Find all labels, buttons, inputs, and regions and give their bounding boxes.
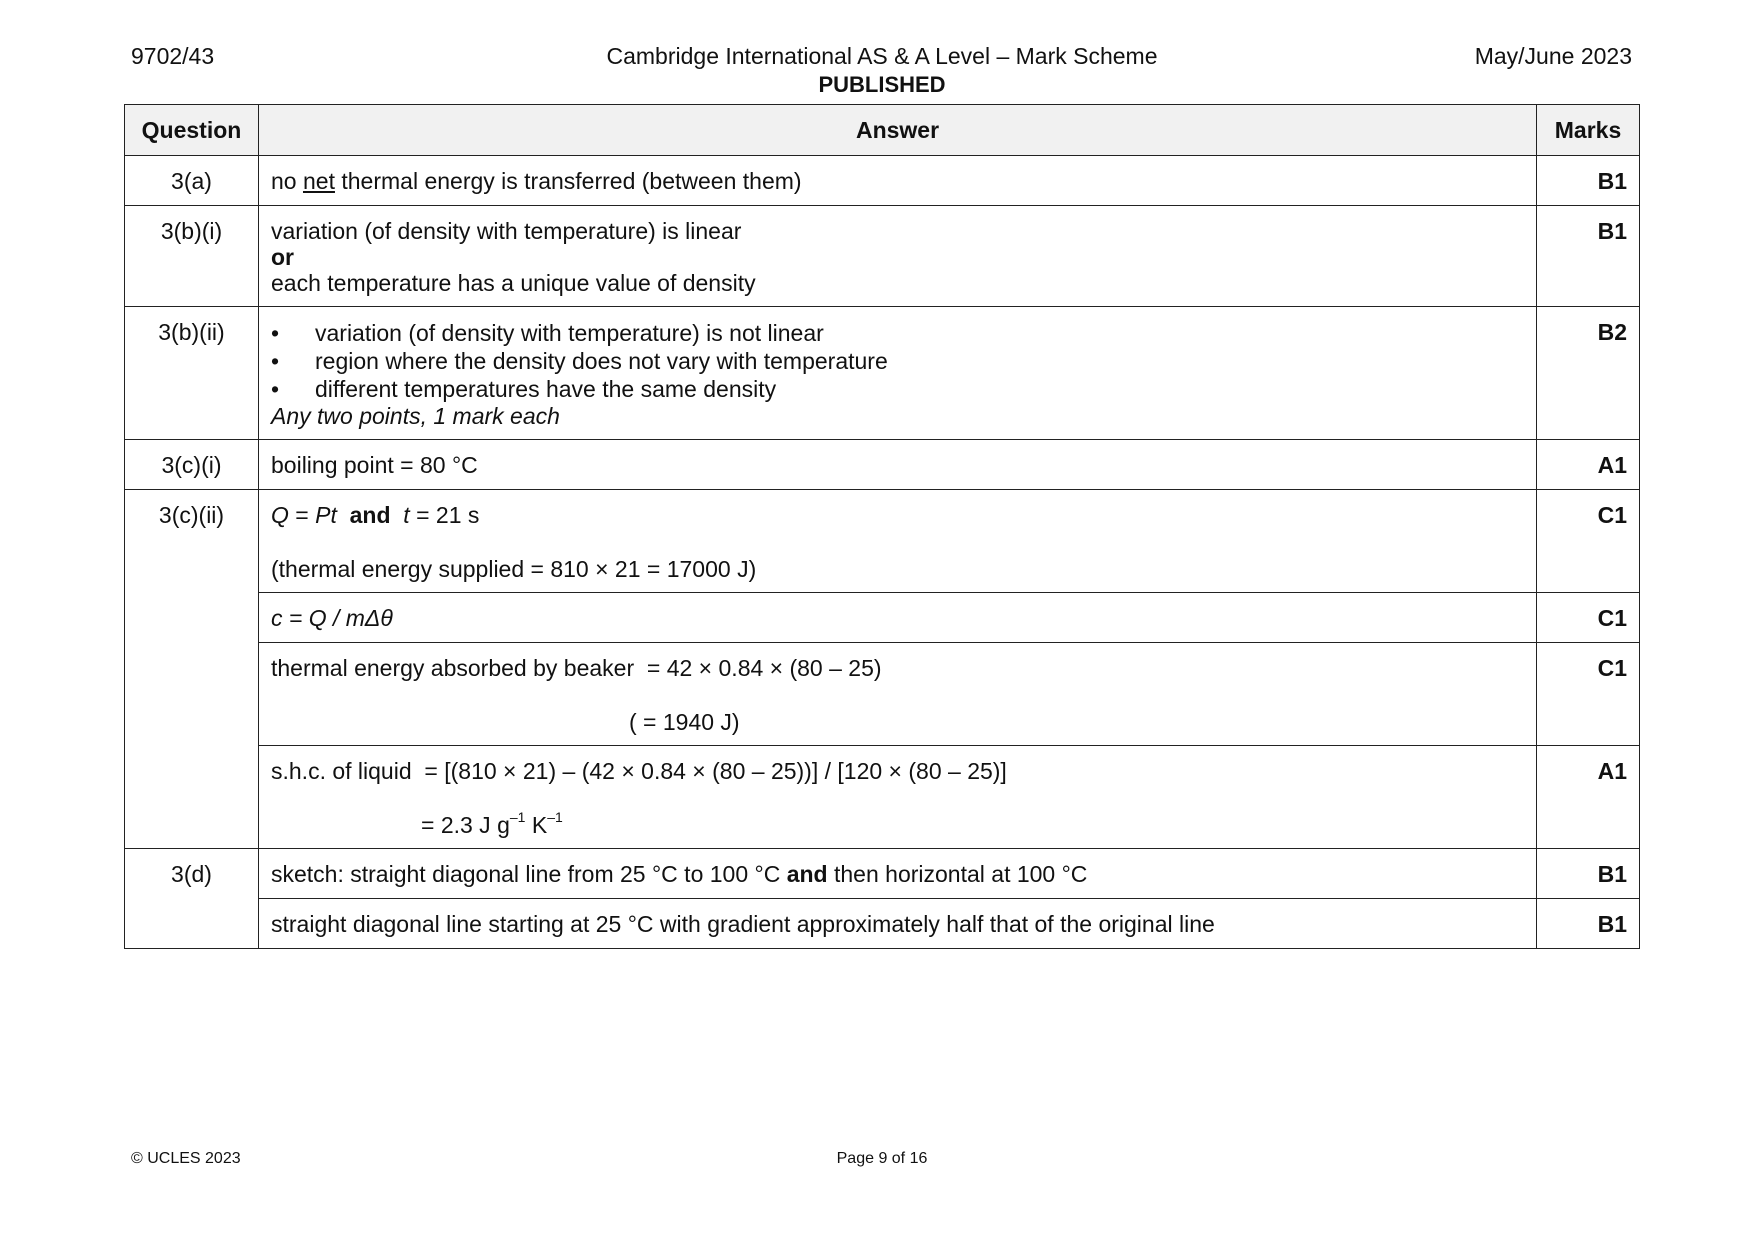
table-row — [125, 440, 1640, 490]
answer-cell — [259, 206, 1537, 307]
table-row — [125, 307, 1640, 440]
marks-cell: B1 — [1537, 849, 1640, 899]
question-column-header: Question — [125, 105, 259, 156]
answer-text: thermal energy is transferred (between them) — [334, 168, 802, 194]
paper-code: 9702/43 — [131, 43, 215, 69]
marks-cell: C1 — [1537, 593, 1640, 643]
marks-cell: B2 — [1537, 307, 1640, 440]
question-cell: 3(b)(ii) — [125, 307, 259, 440]
answer-line: (thermal energy supplied = 810 × 21 = 17000 J) — [271, 556, 757, 582]
marking-note: Any two points, 1 mark each — [271, 403, 560, 429]
answer-line: thermal energy absorbed by beaker = 42 × 0.84 × (80 – 25) — [271, 655, 882, 681]
marks-cell: C1 — [1537, 490, 1640, 593]
answer-cell — [259, 490, 1537, 593]
question-cell: 3(c)(ii) — [125, 490, 259, 849]
marks-cell: C1 — [1537, 643, 1640, 746]
table-row — [125, 490, 1640, 593]
marks-column-header: Marks — [1537, 105, 1640, 156]
answer-column-header: Answer — [259, 105, 1537, 156]
answer-cell — [259, 643, 1537, 746]
answer-cell — [259, 156, 1537, 206]
question-cell: 3(a) — [125, 156, 259, 206]
answer-cell: boiling point = 80 °C — [259, 440, 1537, 490]
formula-line: Q = Pt and t = 21 s — [271, 502, 480, 528]
marks-cell: B1 — [1537, 156, 1640, 206]
answer-cell — [259, 746, 1537, 849]
answer-text: no — [271, 168, 303, 194]
document-title-text: Cambridge International AS & A Level – Mark Scheme — [606, 43, 1158, 69]
table-row — [125, 643, 1640, 746]
copyright-notice: © UCLES 2023 — [131, 1150, 241, 1167]
marks-cell: B1 — [1537, 206, 1640, 307]
table-row — [125, 206, 1640, 307]
marks-cell: A1 — [1537, 746, 1640, 849]
or-separator: or — [271, 244, 294, 270]
table-row — [125, 156, 1640, 206]
bullet-point: • different temperatures have the same density — [271, 375, 1524, 403]
marks-cell: B1 — [1537, 899, 1640, 949]
table-header-row — [125, 105, 1640, 156]
exam-session: May/June 2023 — [1474, 43, 1632, 69]
table-row — [125, 746, 1640, 849]
answer-line: variation (of density with temperature) is linear — [271, 218, 742, 244]
published-label: PUBLISHED — [818, 72, 946, 97]
underlined-keyword: net — [302, 168, 335, 194]
answer-cell: sketch: straight diagonal line from 25 °C to 100 °C and then horizontal at 100 °C — [259, 849, 1537, 899]
bullet-point: • region where the density does not vary with temperature — [271, 347, 1524, 375]
answer-cell — [259, 307, 1537, 440]
bullet-point: • variation (of density with temperature) is not linear — [271, 319, 1524, 347]
mark-scheme-table — [124, 104, 1640, 949]
question-cell: 3(d) — [125, 849, 259, 949]
answer-line: s.h.c. of liquid = [(810 × 21) – (42 × 0.84 × (80 – 25))] / [120 × (80 – 25)] — [271, 758, 1007, 784]
answer-cell: straight diagonal line starting at 25 °C with gradient approximately half that of the original line — [259, 899, 1537, 949]
table-row — [125, 849, 1640, 899]
question-cell: 3(b)(i) — [125, 206, 259, 307]
marks-cell: A1 — [1537, 440, 1640, 490]
question-cell: 3(c)(i) — [125, 440, 259, 490]
answer-line: = 2.3 J $g^{-1}$ $K^{-1}$ — [421, 809, 563, 838]
page-number: Page 9 of 16 — [836, 1150, 928, 1167]
answer-line: ( = 1940 J) — [629, 709, 740, 735]
table-row — [125, 899, 1640, 949]
answer-line: each temperature has a unique value of density — [271, 270, 756, 296]
answer-cell: c = Q / mΔθ — [259, 593, 1537, 643]
table-row — [125, 593, 1640, 643]
